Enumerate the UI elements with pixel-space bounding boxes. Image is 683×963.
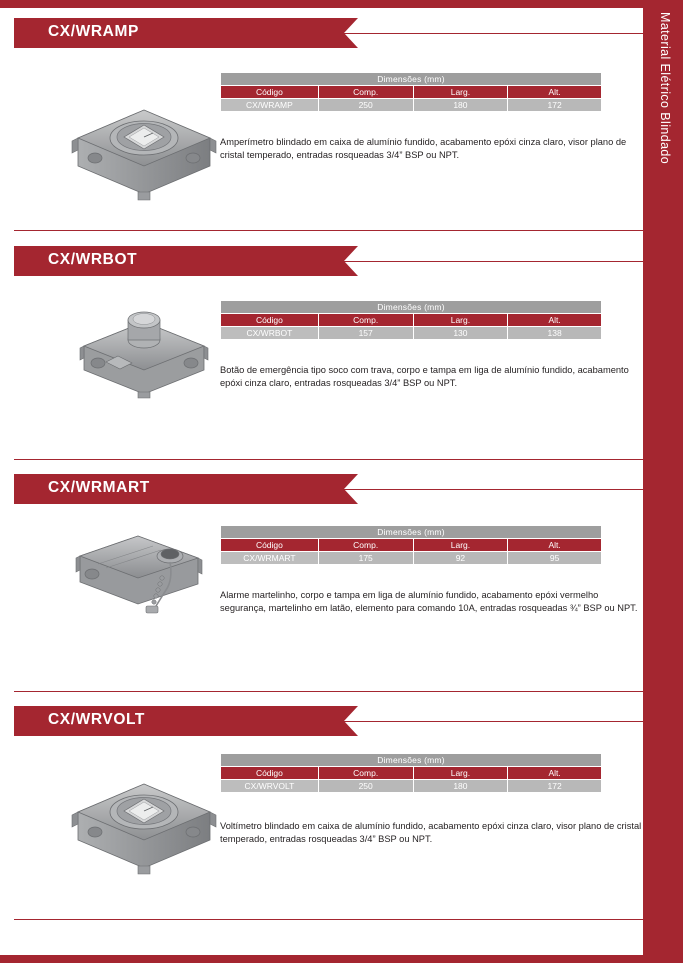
cell-code: CX/WRMART — [221, 552, 319, 565]
product-section-wrmart — [0, 474, 643, 504]
table-row — [221, 327, 602, 340]
section-separator-2 — [14, 459, 683, 460]
product-section-wrbot — [0, 246, 643, 276]
product-title-band — [0, 18, 643, 48]
title-hairline — [344, 261, 643, 262]
product-description-wrbot: Botão de emergência tipo soco com trava, corpo e tampa em liga de alumínio fundido, acabamento epóxi cinza claro, entradas rosqueadas 3/4” BSP ou NPT. — [220, 365, 629, 389]
product-title-band — [0, 474, 643, 504]
table-row — [221, 99, 602, 112]
title-hairline — [344, 489, 643, 490]
table-col-alt: Alt. — [508, 539, 602, 552]
top-red-band — [0, 0, 643, 8]
table-row — [221, 552, 602, 565]
table-dimensions-header: Dimensões (mm) — [221, 301, 602, 314]
section-separator-4 — [14, 919, 683, 920]
table-col-comp: Comp. — [318, 539, 413, 552]
cell-alt: 172 — [508, 99, 602, 112]
right-sidebar — [643, 0, 683, 963]
dimensions-table-wramp — [220, 72, 602, 112]
product-section-wramp — [0, 18, 643, 48]
emergency-button-enclosure-photo — [58, 300, 228, 400]
cell-larg: 130 — [413, 327, 508, 340]
product-description-wrmart: Alarme martelinho, corpo e tampa em liga de alumínio fundido, acabamento epóxi vermelho segurança, martelinho em latão, elemento para comando 10A, entradas rosqueadas ¾” BSP ou NPT. — [220, 590, 638, 614]
product-title-band — [0, 246, 643, 276]
product-title-band — [0, 706, 643, 736]
table-dimensions-header: Dimensões (mm) — [221, 754, 602, 767]
table-col-larg: Larg. — [413, 767, 508, 780]
cell-comp: 157 — [318, 327, 413, 340]
table-col-code: Código — [221, 539, 319, 552]
section-separator-3 — [14, 691, 683, 692]
table-col-code: Código — [221, 767, 319, 780]
cell-comp: 250 — [318, 780, 413, 793]
table-dimensions-header: Dimensões (mm) — [221, 526, 602, 539]
table-col-comp: Comp. — [318, 86, 413, 99]
table-row — [221, 780, 602, 793]
table-col-larg: Larg. — [413, 539, 508, 552]
section-separator-1 — [14, 230, 683, 231]
cell-code: CX/WRAMP — [221, 99, 319, 112]
cell-larg: 180 — [413, 99, 508, 112]
ammeter-enclosure-photo — [58, 92, 228, 202]
table-col-alt: Alt. — [508, 86, 602, 99]
table-dimensions-header: Dimensões (mm) — [221, 73, 602, 86]
table-col-alt: Alt. — [508, 314, 602, 327]
dimensions-table-wrvolt — [220, 753, 602, 793]
cell-alt: 172 — [508, 780, 602, 793]
product-title: CX/WRBOT — [48, 251, 138, 268]
cell-larg: 180 — [413, 780, 508, 793]
cell-comp: 250 — [318, 99, 413, 112]
cell-code: CX/WRBOT — [221, 327, 319, 340]
title-hairline — [344, 721, 643, 722]
table-col-comp: Comp. — [318, 767, 413, 780]
voltmeter-enclosure-photo — [58, 766, 228, 876]
product-title: CX/WRVOLT — [48, 711, 145, 728]
dimensions-table-wrmart — [220, 525, 602, 565]
sidebar-label: Material Elétrico Blindado — [658, 12, 672, 165]
cell-alt: 138 — [508, 327, 602, 340]
title-hairline — [344, 33, 643, 34]
product-title: CX/WRAMP — [48, 23, 139, 40]
bottom-red-band — [0, 955, 643, 963]
product-title: CX/WRMART — [48, 479, 150, 496]
dimensions-table-wrbot — [220, 300, 602, 340]
table-col-larg: Larg. — [413, 86, 508, 99]
cell-comp: 175 — [318, 552, 413, 565]
cell-larg: 92 — [413, 552, 508, 565]
table-col-comp: Comp. — [318, 314, 413, 327]
table-col-code: Código — [221, 314, 319, 327]
table-col-alt: Alt. — [508, 767, 602, 780]
hammer-alarm-enclosure-photo — [58, 522, 228, 632]
product-description-wrvolt: Voltímetro blindado em caixa de alumínio fundido, acabamento epóxi cinza claro, visor plano de cristal temperado, entradas rosqueadas 3/4” BSP ou NPT. — [220, 821, 642, 845]
product-section-wrvolt — [0, 706, 643, 736]
table-col-code: Código — [221, 86, 319, 99]
product-description-wramp: Amperímetro blindado em caixa de alumínio fundido, acabamento epóxi cinza claro, visor plano de cristal temperado, entradas rosqueadas 3/4” BSP ou NPT. — [220, 137, 627, 161]
cell-code: CX/WRVOLT — [221, 780, 319, 793]
cell-alt: 95 — [508, 552, 602, 565]
table-col-larg: Larg. — [413, 314, 508, 327]
